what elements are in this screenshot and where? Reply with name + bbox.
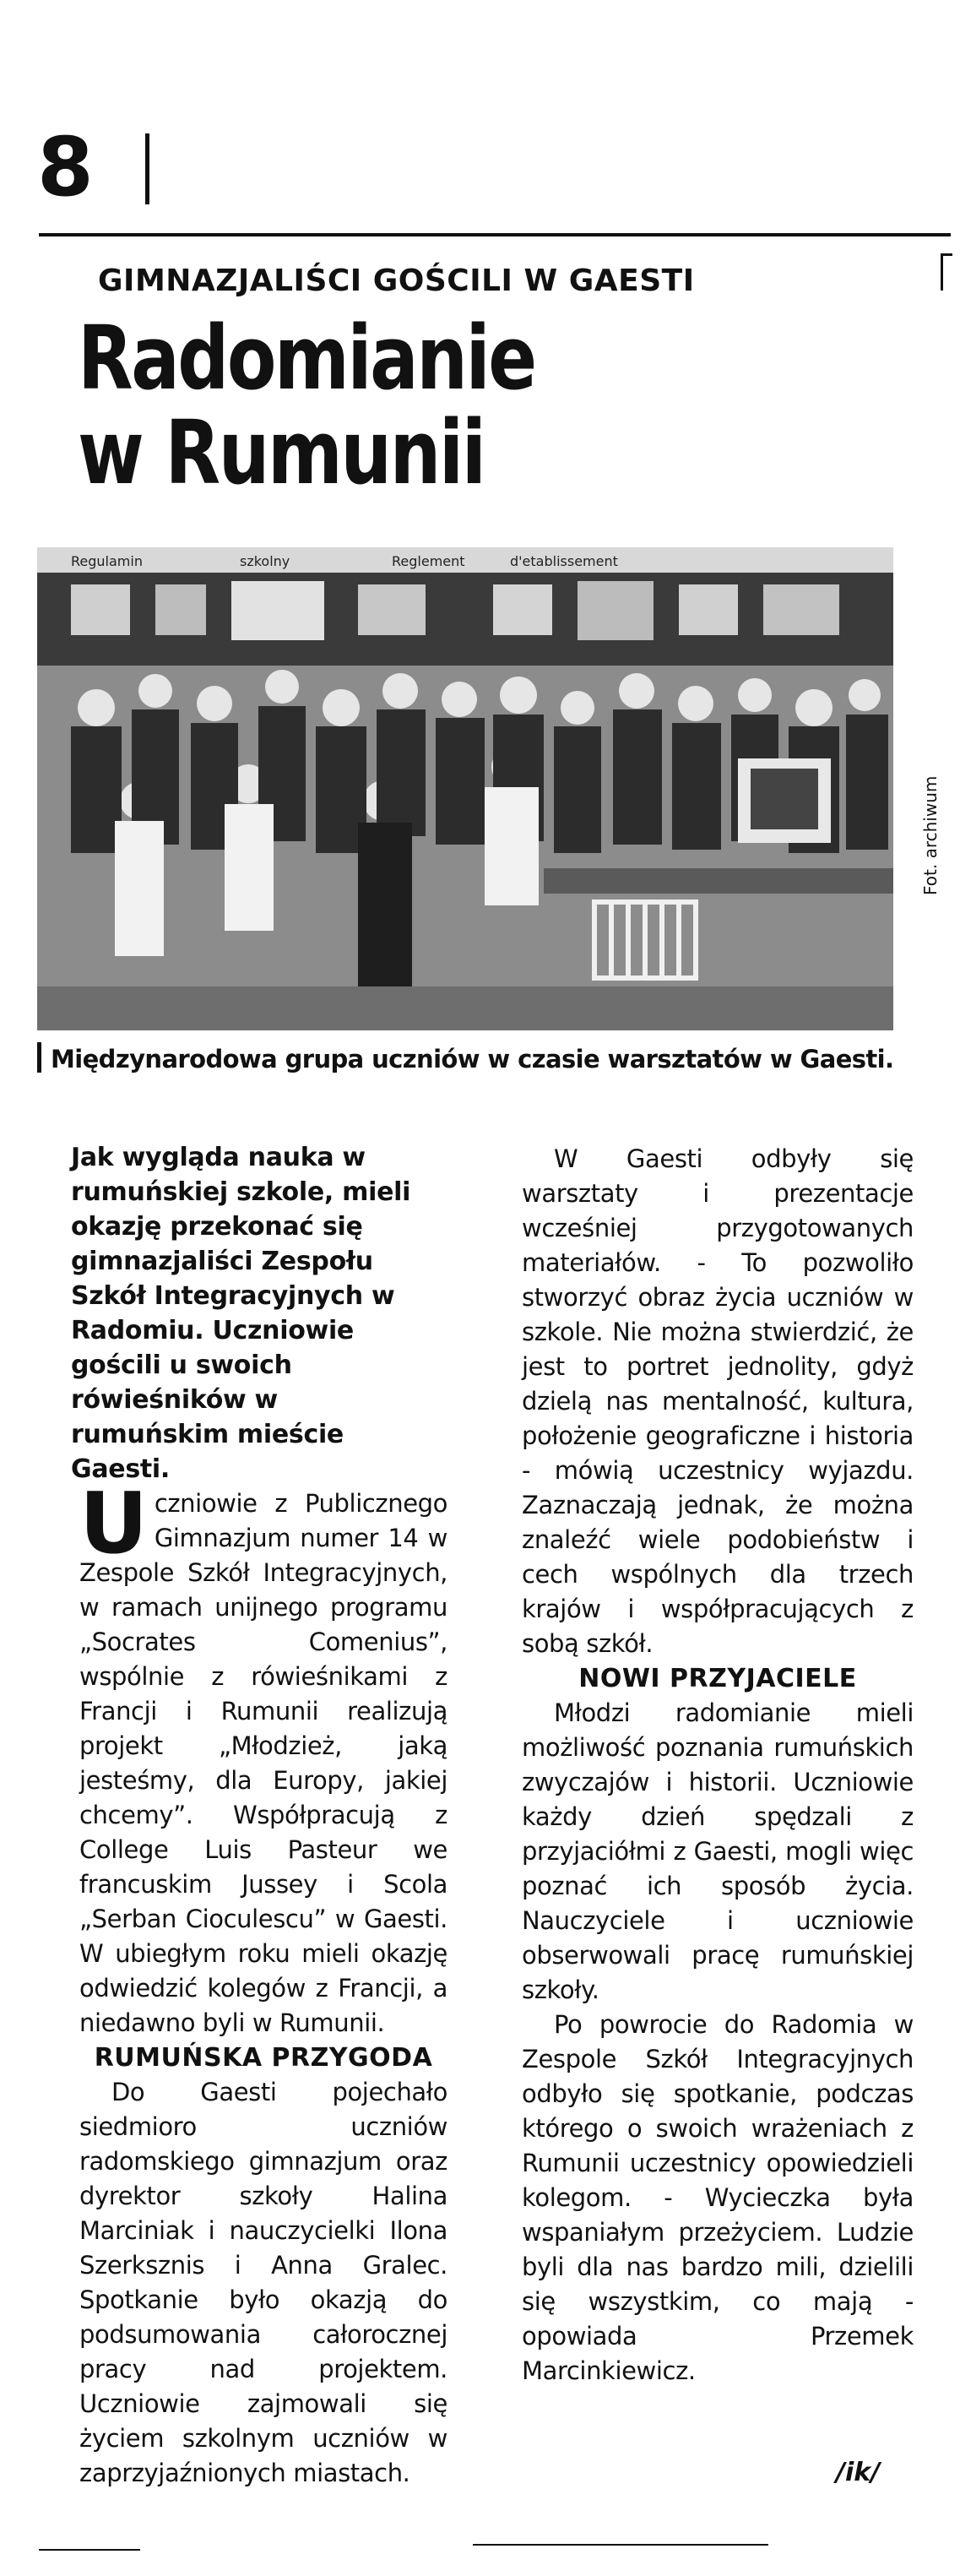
headline-line-1: Radomianie xyxy=(78,307,535,410)
article-lead: Jak wygląda nauka w rumuńskiej szkole, mieli okazję przekonać się gimnazjaliści Zespołu Szkół Integracyjnych w Radomiu. Uczniowie gościli u swoich rówieśników w rumuńskim mieście Gaesti. xyxy=(71,1143,411,1484)
left-paragraph-1-text: czniowie z Publicznego Gimnazjum numer 14 w Zespole Szkół Integracyjnych, w ramach unijnego programu „Socrates Comenius”, wspólnie z rówieśnikami z Francji i Rumunii realizują projekt „Młodzież, jaką jesteśmy, dla Europy, jakiej chcemy”. Współpracują z College Luis Pasteur we francuskim Jussey i Scola „Serban Cioculescu” w Gaesti. W ubiegłym roku mieli okazję odwiedzić kolegów z Francji, a niedawno byli w Rumunii. xyxy=(79,1489,447,2037)
article-photo xyxy=(37,547,893,1030)
subhead-nowi-przyjaciele: NOWI PRZYJACIELE xyxy=(578,1664,857,1693)
right-paragraph-2: Młodzi radomianie mieli możliwość poznania rumuńskich zwyczajów i historii. Uczniowie każdy dzień spędzali z przyjaciółmi z Gaesti, mogli więc poznać ich sposób życia. Nauczyciele i uczniowie obserwowali pracę rumuńskiej szkoły. xyxy=(522,1698,914,2004)
bottom-rule-right xyxy=(473,2544,768,2546)
banner-word-4: d'etablissement xyxy=(510,553,618,569)
left-paragraph-1 xyxy=(79,1474,447,2041)
headline-line-2: w Rumunii xyxy=(78,401,485,504)
right-paragraph-1: W Gaesti odbyły się warsztaty i prezentacje wcześniej przygotowanych materiałów. - To pozwoliło stworzyć obraz życia uczniów w szkole. Nie można stwierdzić, że jest to portret jednolity, gdyż dzielą nas mentalność, kultura, położenie geograficzne i historia - mówią uczestnicy wyjazdu. Zaznaczają jednak, że można znaleźć wiele podobieństw i cech wspólnych dla trzech krajów i współpracujących z sobą szkół. xyxy=(522,1144,914,1658)
photo-credit: Fot. archiwum xyxy=(920,775,941,895)
banner-word-3: Reglement xyxy=(392,553,465,569)
banner-word-1: Regulamin xyxy=(71,553,143,569)
right-column xyxy=(522,1142,914,2389)
header-rule xyxy=(39,233,951,236)
article-kicker: GIMNAZJALIŚCI GOŚCILI W GAESTI xyxy=(98,264,695,298)
bottom-rule-left xyxy=(39,2549,140,2551)
corner-mark xyxy=(941,253,952,291)
drop-cap: U xyxy=(79,1474,148,1573)
banner-word-2: szkolny xyxy=(240,553,290,569)
subhead-rumunska-przygoda: RUMUŃSKA PRZYGODA xyxy=(94,2043,433,2073)
photo-caption xyxy=(37,1042,907,1076)
article-headline xyxy=(78,307,535,504)
page-number-divider xyxy=(145,133,149,204)
left-paragraph-2: Do Gaesti pojechało siedmioro uczniów radomskiego gimnazjum oraz dyrektor szkoły Halina Marciniak i nauczycielki Ilona Szerksznis i Anna Gralec. Spotkanie było okazją do podsumowania całorocznej pracy nad projektem. Uczniowie zajmowali się życiem szkolnym uczniów w zaprzyjaźnionych miastach. xyxy=(79,2078,447,2487)
photo-caption-text: Międzynarodowa grupa uczniów w czasie warsztatów w Gaesti. xyxy=(51,1045,894,1073)
author-signature: /ik/ xyxy=(836,2458,881,2487)
right-paragraph-3: Po powrocie do Radomia w Zespole Szkół Integracyjnych odbyło się spotkanie, podczas którego o swoich wrażeniach z Rumunii uczestnicy opowiedzieli kolegom. - Wycieczka była wspaniałym przeżyciem. Ludzie byli dla nas bardzo mili, dzielili się wszystkim, co mają - opowiada Przemek Marcinkiewicz. xyxy=(522,2010,914,2385)
group-photo-illustration xyxy=(37,547,893,1030)
left-column xyxy=(79,1474,447,2491)
page-number: 8 xyxy=(37,120,92,215)
